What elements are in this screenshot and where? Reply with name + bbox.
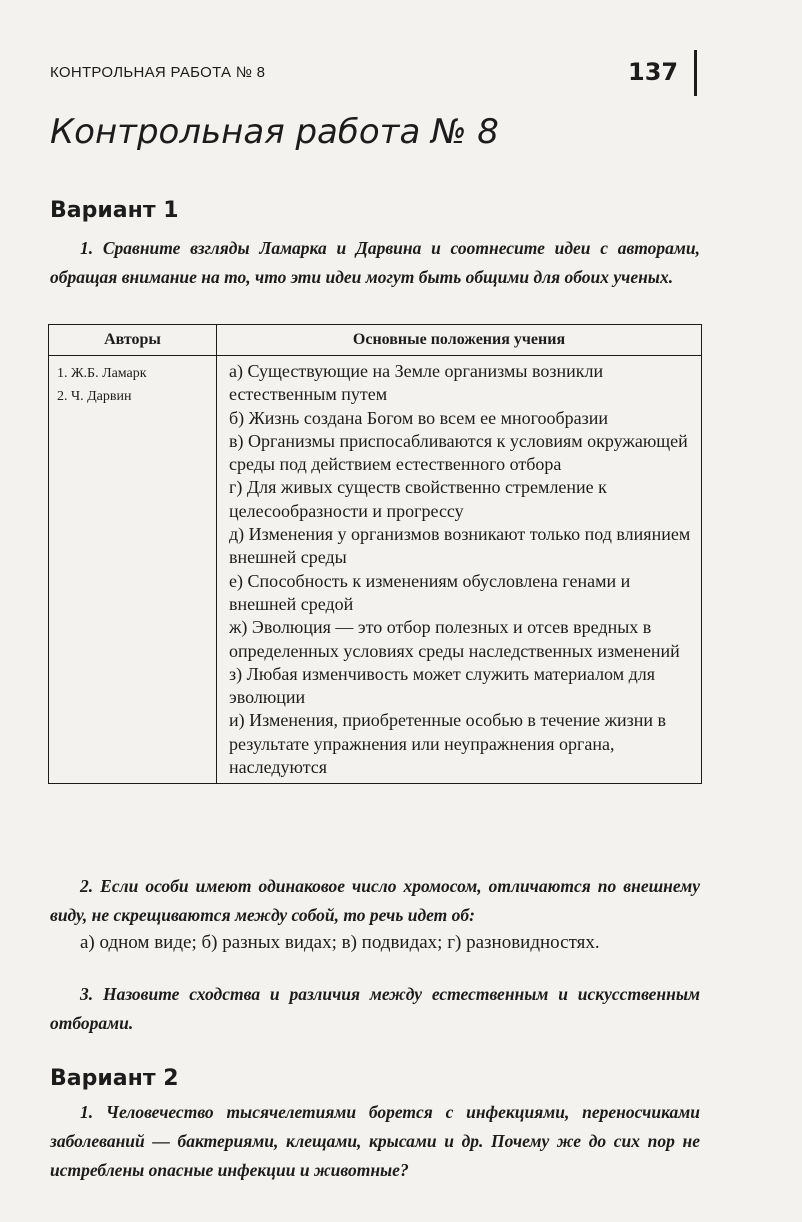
table-row	[49, 356, 702, 784]
idea-item: в) Организмы приспосабливаются к условиям окружающей среды под действием естественного отбора	[229, 430, 688, 475]
variant-2-question-1: 1. Человечество тысячелетиями борется с инфекциями, переносчиками заболеваний — бактериями, клещами, крысами и др. Почему же до сих пор не истреблены опасные инфекции и животные?	[50, 1102, 700, 1180]
variant-1-question-1: 1. Сравните взгляды Ламарка и Дарвина и соотнесите идеи с авторами, обращая внимание на то, что эти идеи могут быть общими для обоих ученых.	[50, 238, 700, 287]
variant-1-question-2-answers: а) одном виде; б) разных видах; в) подвидах; г) разновидностях.	[80, 932, 600, 953]
table-header-row	[49, 325, 702, 356]
variant-1-question-2: 2. Если особи имеют одинаковое число хромосом, отличаются по внешнему виду, не скрещиваются между собой, то речь идет об:	[50, 876, 700, 925]
variant-1-question-3: 3. Назовите сходства и различия между естественным и искусственным отборами.	[50, 984, 700, 1033]
authors-ideas-table	[48, 324, 702, 784]
variant-1-heading: Вариант 1	[50, 198, 179, 223]
running-header: КОНТРОЛЬНАЯ РАБОТА № 8	[50, 64, 266, 81]
column-header-ideas: Основные положения учения	[217, 325, 702, 356]
author-item: 1. Ж.Б. Ламарк	[57, 366, 147, 381]
idea-item: г) Для живых существ свойственно стремление к целесообразности и прогрессу	[229, 477, 607, 521]
idea-item: д) Изменения у организмов возникают только под влиянием внешней среды	[229, 524, 691, 568]
page-number: 137	[628, 58, 679, 86]
ideas-cell	[217, 356, 702, 784]
idea-item: б) Жизнь создана Богом во всем ее многообразии	[229, 407, 609, 428]
idea-item: и) Изменения, приобретенные особью в течение жизни в результате упражнения или неупражнения органа, наследуются	[229, 710, 667, 778]
idea-item: ж) Эволюция — это отбор полезных и отсев вредных в определенных условиях среды наследственных изменений	[229, 617, 680, 661]
page-title: Контрольная работа № 8	[50, 112, 499, 152]
variant-2-heading: Вариант 2	[50, 1066, 179, 1091]
author-item: 2. Ч. Дарвин	[57, 389, 132, 404]
page-number-rule	[694, 50, 697, 96]
idea-item: е) Способность к изменениям обусловлена генами и внешней средой	[229, 570, 631, 614]
idea-item: а) Существующие на Земле организмы возникли естественным путем	[229, 361, 604, 405]
authors-cell	[49, 356, 217, 784]
idea-item: з) Любая изменчивость может служить материалом для эволюции	[229, 663, 656, 708]
column-header-authors: Авторы	[49, 325, 217, 356]
